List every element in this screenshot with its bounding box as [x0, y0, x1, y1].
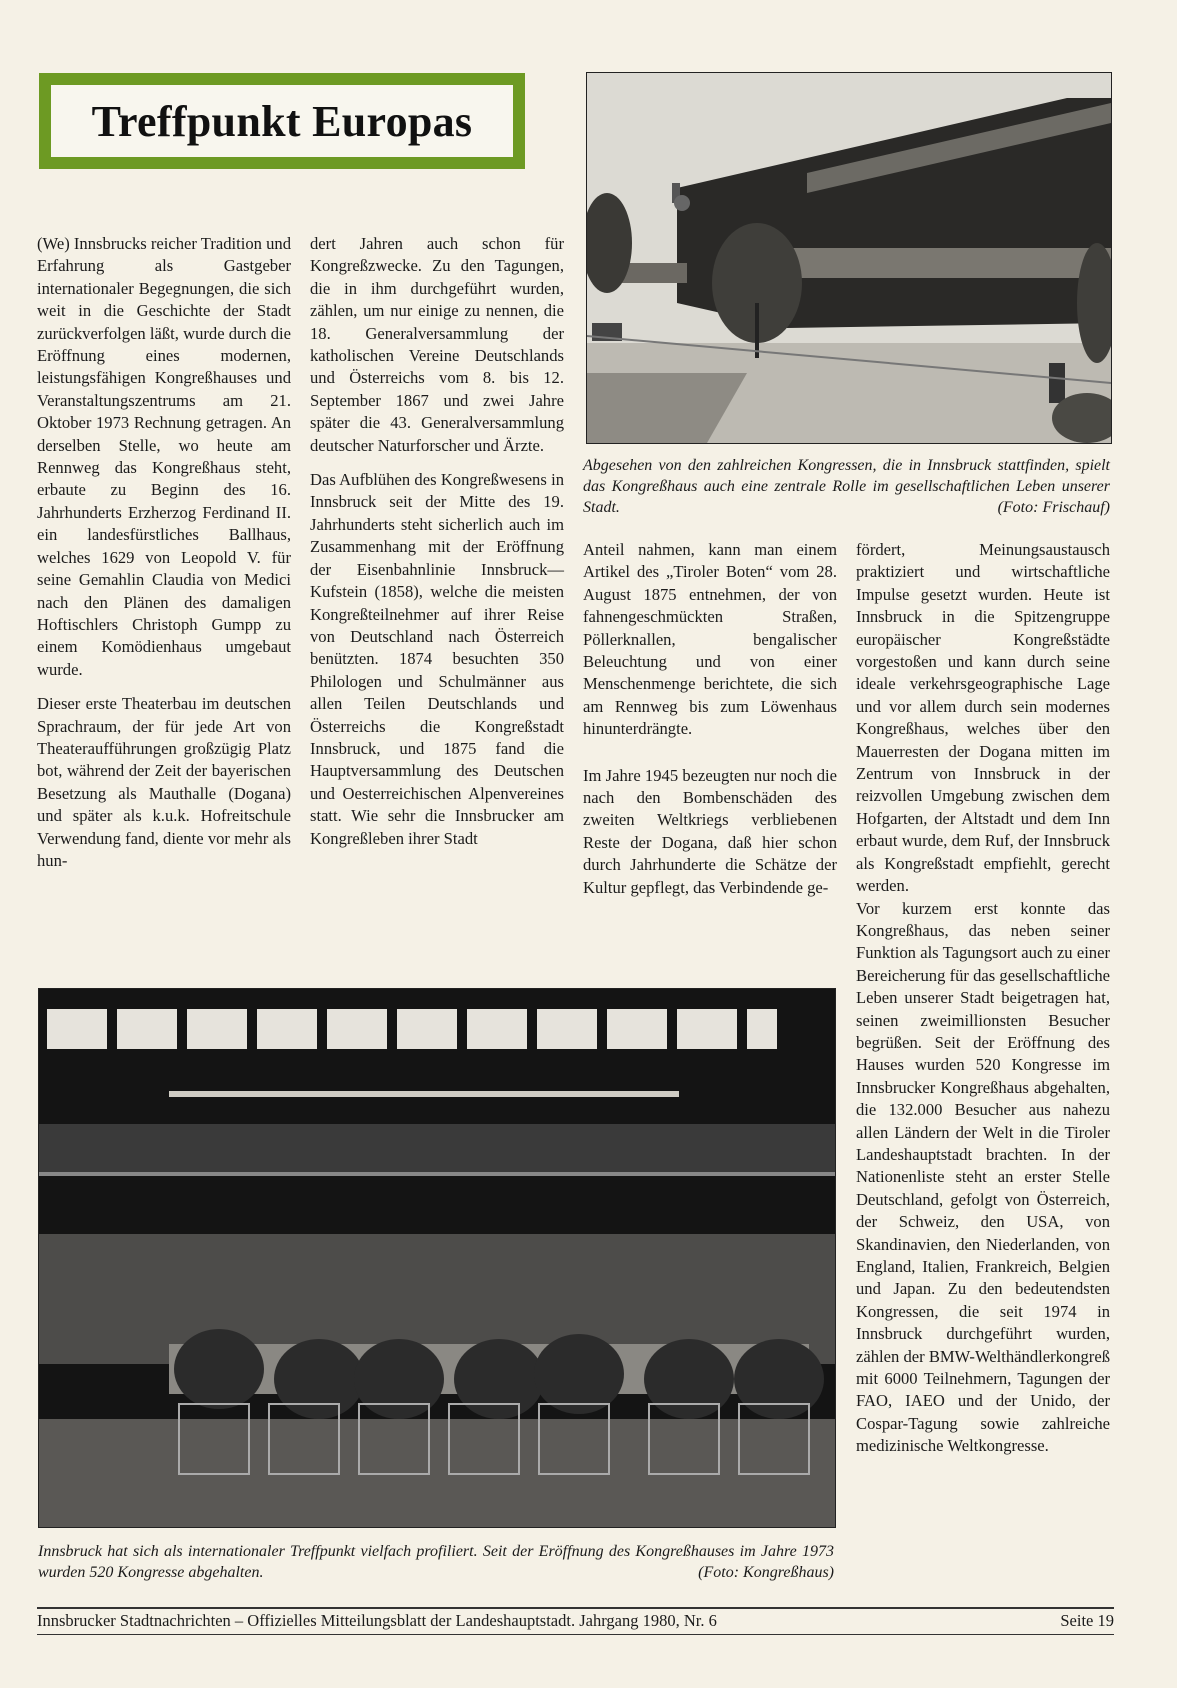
caption-text: Abgesehen von den zahlreichen Kongressen, die in Innsbruck stattfinden, spielt das Kongreßhaus auch eine zentrale Rolle im gesellschaftlichen Leben unserer Stadt. — [583, 457, 1110, 516]
paragraph: Dieser erste Theaterbau im deutschen Sprachraum, der für jede Art von Theateraufführungen großzügig Platz bot, während der Zeit der bayerischen Besetzung als Mauthalle (Dogana) und später als k.u.k. Hofreitschule Verwendung fand, diente vor mehr als hun- — [37, 694, 291, 870]
article-column-3 — [583, 539, 837, 899]
page-footer — [37, 1607, 1114, 1635]
publication-info: Innsbrucker Stadtnachrichten – Offizielles Mitteilungsblatt der Landeshauptstadt. Jahrgang 1980, Nr. 6 — [37, 1611, 717, 1630]
paragraph: Anteil nahmen, kann man einem Artikel des „Tiroler Boten“ vom 28. August 1875 entnehmen, der von fahnengeschmückten Straßen, Pöllerknallen, bengalischer Beleuchtung und von einer Menschenmenge berichtete, die sich am Rennweg bis zum Löwenhaus hinunterdrängte. — [583, 540, 837, 739]
photo-congress-hall — [38, 988, 836, 1528]
article-column-4 — [856, 539, 1110, 1458]
photo-credit: (Foto: Kongreßhaus) — [698, 1564, 834, 1581]
paragraph: fördert, Meinungsaustausch praktiziert und wirtschaftliche Impulse gesetzt wurden. Heute ist Innsbruck in die Spitzengruppe europäischer Kongreßstädte vorgestoßen und kann durch seine ideale verkehrsgeographische Lage und vor allem durch sein modernes Kongreßhaus, welches über den Mauerresten der Dogana mitten im Zentrum von Innsbruck in der reizvollen Umgebung zwischen dem Hofgarten, der Altstadt und dem Inn erbaut wurde, dem Ruf, der Innsbruck als Kongreßstadt empfiehlt, gerecht werden. — [856, 540, 1110, 896]
congress-hall-photo-icon — [39, 989, 835, 1527]
paragraph: Das Aufblühen des Kongreßwesens in Innsbruck seit der Mitte des 19. Jahrhunderts steht sicherlich auch im Zusammenhang mit der Eröffnung der Eisenbahnlinie Innsbruck—Kufstein (1858), welche die meisten Kongreßteilnehmer auf ihrer Reise von Deutschland nach Österreich benützten. 1874 besuchten 350 Philologen und Schulmänner aus allen Teilen Deutschlands und Österreichs die Kongreßstadt Innsbruck, und 1875 fand die Hauptversammlung des Deutschen und Oesterreichischen Alpenvereines statt. Wie sehr die Innsbrucker am Kongreßleben ihrer Stadt — [310, 470, 564, 848]
photo1-caption — [583, 455, 1110, 518]
building-photo-icon — [587, 73, 1111, 443]
page-number: Seite 19 — [1060, 1611, 1114, 1630]
photo-credit: (Foto: Frischauf) — [997, 499, 1110, 516]
caption-text: Innsbruck hat sich als internationaler Treffpunkt vielfach profiliert. Seit der Eröffnung des Kongreßhauses im Jahre 1973 wurden 520 Kongresse abgehalten. — [38, 1543, 834, 1581]
page-title: Treffpunkt Europas — [91, 96, 473, 146]
article-column-1 — [37, 233, 291, 872]
headline-box — [39, 73, 525, 169]
photo-kongresshaus-exterior — [586, 72, 1112, 444]
paragraph: Vor kurzem erst konnte das Kongreßhaus, das neben seiner Funktion als Tagungsort auch zu einer Bereicherung für das gesellschaftliche Leben unserer Stadt beigetragen hat, seinen zweimillionsten Besucher begrüßen. Seit der Eröffnung des Hauses wurden 520 Kongresse im Innsbrucker Kongreßhaus abgehalten, die 132.000 Besucher aus nahezu allen Ländern der Welt in die Tiroler Landeshauptstadt brachten. In der Nationenliste steht an erster Stelle Deutschland, gefolgt von Österreich, der Schweiz, den USA, von Skandinavien, den Niederlanden, von England, Italien, Frankreich, Belgien und Japan. Zu den bedeutendsten Kongressen, die seit 1974 in Innsbruck durchgeführt wurden, zählen der BMW-Welthändlerkongreß mit 6000 Teilnehmern, Tagungen der FAO, IAEO und der Unido, der Cospar-Tagung sowie zahlreiche medizinische Weltkongresse. — [856, 898, 1110, 1456]
paragraph: dert Jahren auch schon für Kongreßzwecke. Zu den Tagungen, die in ihm durchgeführt wurden, zählen, um nur einige zu nennen, die 18. Generalversammlung der katholischen Vereine Deutschlands und Österreichs vom 8. bis 12. September 1867 und zwei Jahre später die 43. Generalversammlung deutscher Naturforscher und Ärzte. — [310, 234, 564, 455]
paragraph: Im Jahre 1945 bezeugten nur noch die nach den Bombenschäden des zweiten Weltkriegs verbliebenen Reste der Dogana, daß hier schon durch Jahrhunderte die Schätze der Kultur gepflegt, das Verbindende ge- — [583, 765, 837, 897]
photo2-caption — [38, 1541, 834, 1583]
paragraph: (We) Innsbrucks reicher Tradition und Erfahrung als Gastgeber internationaler Begegnungen, die sich weit in die Geschichte der Stadt zurückverfolgen läßt, wurde durch die Eröffnung eines modernen, leistungsfähigen Kongreßhauses und Veranstaltungszentrums am 21. Oktober 1973 Rechnung getragen. An derselben Stelle, wo heute am Rennweg das Kongreßhaus steht, erbaute zu Beginn des 16. Jahrhunderts Erzherzog Ferdinand II. ein landesfürstliches Ballhaus, welches 1629 von Leopold V. für seine Gemahlin Claudia von Medici nach den Plänen des damaligen Hoftischlers Christoph Gumpp zu einem Komödienhaus umgebaut wurde. — [37, 234, 291, 679]
article-column-2 — [310, 233, 564, 850]
